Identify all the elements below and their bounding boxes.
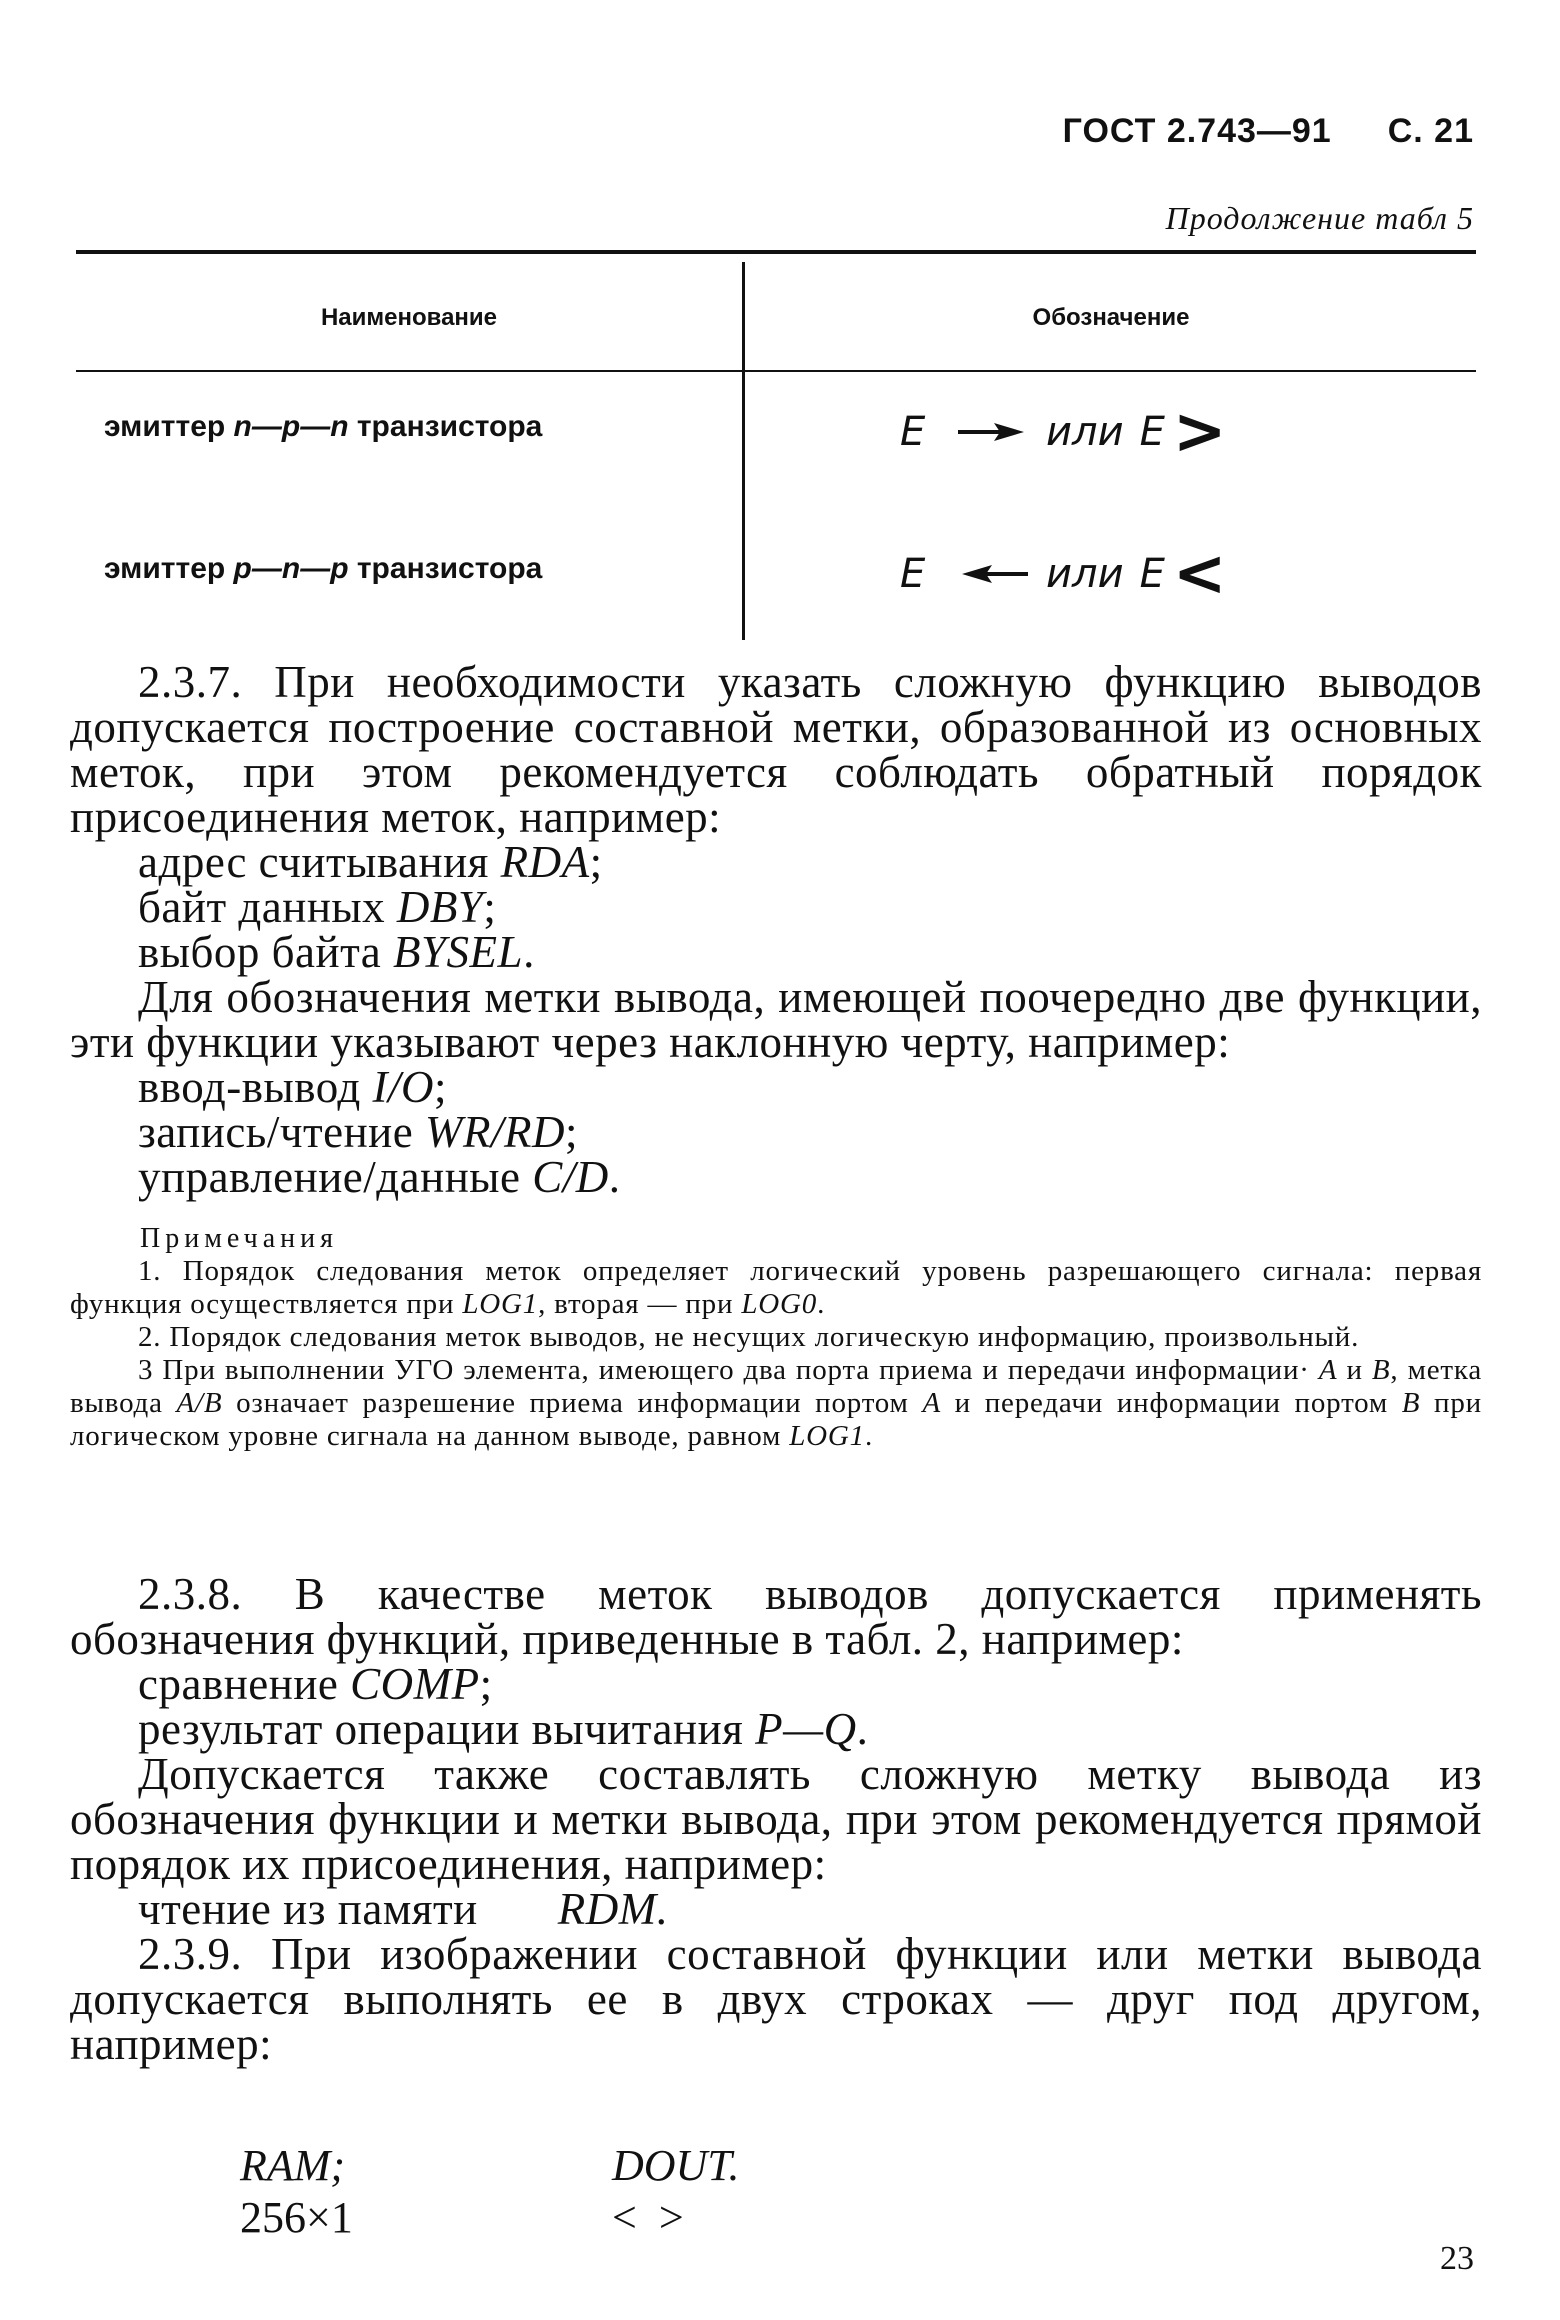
paragraph-slash-labels: Для обозначения метки вывода, имеющей поочередно две функции, эти функции указывают через наклонную черту, например: [70, 972, 1482, 1067]
section-2-3-8 [70, 1569, 1482, 2069]
note-3: 3 При выполнении УГО элемента, имеющего два порта приема и передачи информации· A и B, метка вывода A/B означает разрешение приема информации портом A и передачи информации портом B при логическом уровне сигнала на данном выводе, равном LOG1. [70, 1354, 1482, 1452]
table-row-pnp-symbol: E или E < [900, 537, 1227, 611]
standard-code: ГОСТ 2.743—91 [1062, 112, 1332, 150]
example-item: выбор байта BYSEL. [138, 927, 535, 977]
notes-title: Примечания [140, 1223, 339, 1254]
example-dout-label: DOUT. [612, 2141, 740, 2190]
example-list-3 [70, 1659, 1482, 1754]
table-header-rule [76, 370, 1476, 372]
designation-table [76, 250, 1476, 640]
notes-block [70, 1222, 1482, 1453]
arrow-left-icon [958, 563, 1028, 585]
column-header-name: Наименование [320, 304, 498, 331]
example-item: сравнение COMP; [138, 1659, 493, 1709]
example-item: чтение из памяти RDM. [138, 1884, 669, 1934]
table-row-npn-symbol: E или E > [900, 395, 1227, 469]
example-list-2 [70, 1062, 1482, 1202]
example-list-1 [70, 837, 1482, 977]
example-item: ввод-вывод I/O; [138, 1062, 448, 1112]
example-ram-size: 256×1 [240, 2193, 353, 2242]
note-1: 1. Порядок следования меток определяет логический уровень разрешающего сигнала: первая функция осуществляется при LOG1, вторая — при LOG0. [70, 1255, 1482, 1320]
example-item: запись/чтение WR/RD; [138, 1107, 578, 1157]
paragraph-2-3-7: 2.3.7. При необходимости указать сложную функцию выводов допускается построение составной метки, образованной из основных меток, при этом рекомендуется соблюдать обратный порядок присоединения меток, например: [70, 657, 1482, 842]
example-item: адрес считывания RDA; [138, 837, 603, 887]
paragraph-2-3-9: 2.3.9. При изображении составной функции или метки вывода допускается выполнять ее в двух строках — друг под другом, например: [70, 1929, 1482, 2069]
table-row-pnp-name: эмиттер p—n—p транзистора [104, 552, 543, 585]
example-item: управление/данные C/D. [138, 1152, 621, 1202]
paragraph-2-3-8: 2.3.8. В качестве меток выводов допускается применять обозначения функций, приведенные в табл. 2, например: [70, 1569, 1482, 1664]
header-page-number: С. 21 [1387, 112, 1474, 150]
example-ram-label: RAM; [240, 2141, 346, 2190]
column-header-designation: Обозначение [1032, 304, 1190, 331]
note-2: 2. Порядок следования меток выводов, не несущих логическую информацию, произвольный. [138, 1321, 1360, 1353]
table-caption: Продолжение табл 5 [1165, 200, 1474, 236]
table-column-divider [742, 262, 745, 640]
paragraph-compound-label: Допускается также составлять сложную метку вывода из обозначения функции и метки вывода, при этом рекомендуется прямой порядок их присоединения, например: [70, 1749, 1482, 1889]
page-number: 23 [1440, 2240, 1474, 2277]
example-item: байт данных DBY; [138, 882, 497, 932]
example-list-4 [70, 1884, 1482, 1934]
section-2-3-7 [70, 657, 1482, 1202]
table-top-rule [76, 250, 1476, 254]
arrow-right-icon [958, 421, 1028, 443]
example-item: результат операции вычитания P—Q. [138, 1704, 869, 1754]
example-dout-brackets: < > [612, 2193, 684, 2242]
page-header [1063, 112, 1474, 151]
table-row-npn-name: эмиттер n—p—n транзистора [104, 410, 543, 443]
